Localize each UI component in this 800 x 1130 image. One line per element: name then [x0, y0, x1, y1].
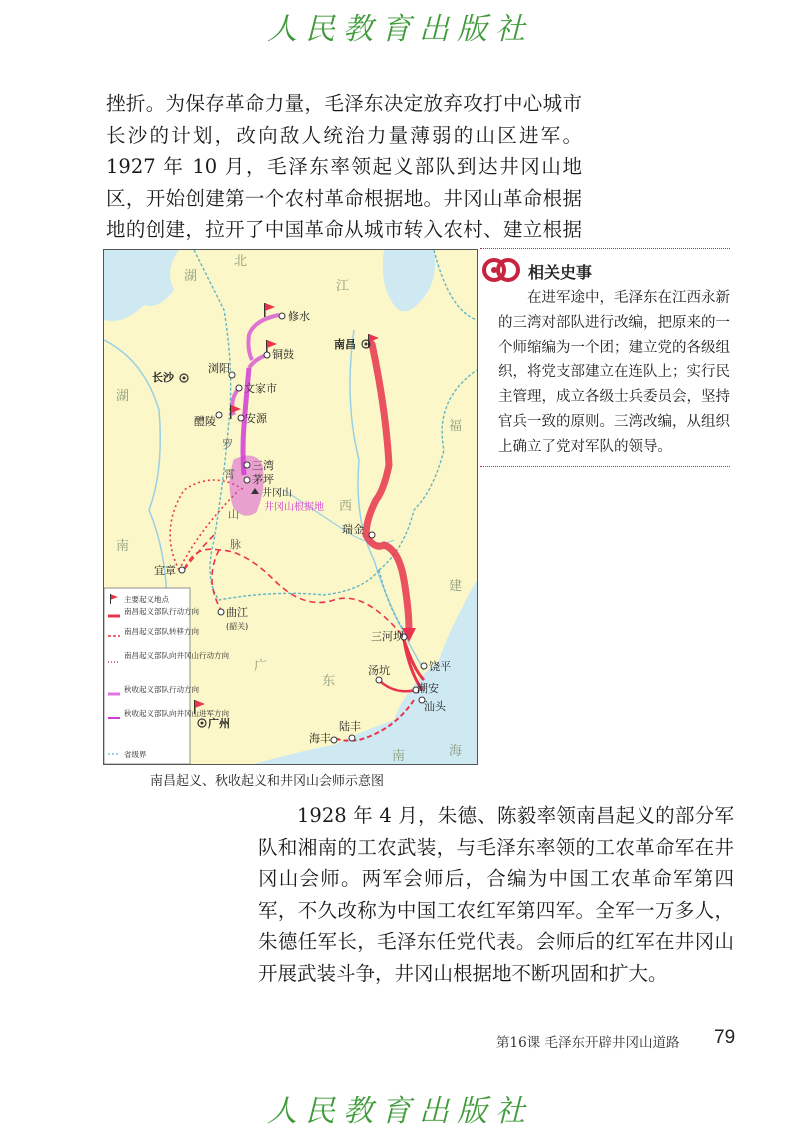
legend-item-nanchang-action: 南昌起义部队行动方向 — [124, 607, 199, 616]
region-xiao: 霄 — [224, 468, 235, 481]
label-liling: 醴陵 — [194, 415, 216, 428]
label-liuyang: 浏阳 — [208, 362, 230, 375]
label-shantou: 汕头 — [424, 700, 446, 713]
publisher-logo-footer: 人民教育出版社 — [267, 1094, 533, 1129]
lesson-title: 第16课 毛泽东开辟井冈山道路 — [496, 1035, 680, 1051]
publisher-logo-header: 人民教育出版社 — [267, 12, 533, 47]
label-xiushui: 修水 — [288, 310, 310, 323]
historical-map — [103, 249, 478, 765]
legend-item-autumn-to-jgs: 秋收起义部队向井冈山进军方向 — [124, 709, 229, 718]
label-haifeng: 海丰 — [309, 732, 331, 745]
region-nan3: 南 — [392, 749, 406, 764]
label-lufeng: 陆丰 — [339, 720, 361, 733]
label-wenjiashi: 文家市 — [244, 382, 277, 395]
related-history-icon — [482, 256, 522, 284]
region-luo: 罗 — [222, 438, 233, 451]
region-bei: 北 — [234, 254, 248, 269]
label-qujiang-note: (韶关) — [226, 622, 249, 631]
map-caption: 南昌起义、秋收起义和井冈山会师示意图 — [150, 774, 385, 789]
label-maoping: 茅坪 — [252, 473, 274, 486]
map-graphic — [104, 250, 477, 764]
label-base: 井冈山根据地 — [264, 502, 324, 513]
label-ruijin: 瑞金 — [342, 523, 364, 536]
legend-item-autumn-action: 秋收起义部队行动方向 — [124, 685, 199, 694]
region-guang: 广 — [254, 659, 268, 674]
label-nanchang: 南昌 — [334, 338, 356, 351]
label-changsha: 长沙 — [152, 371, 174, 384]
legend-item-provincial-border: 省级界 — [124, 750, 147, 759]
region-fu: 福 — [449, 419, 463, 434]
sidebar-title: 相关史事 — [528, 263, 593, 282]
sidebar-body: 在进军途中，毛泽东在江西永新的三湾对部队进行改编，把原来的一个师缩编为一个团；建立党的各级组织，将党支部建立在连队上；实行民主管理，成立各级士兵委员会，坚持官兵一致的原则。三湾改编，从组织上确立了党对军队的领导。 — [498, 290, 730, 455]
region-hu1: 湖 — [184, 269, 198, 284]
label-yizhang: 宜章 — [154, 564, 176, 577]
label-guangzhou: 广州 — [208, 717, 230, 730]
label-tangkeng: 汤坑 — [368, 664, 390, 677]
label-jinggangshan: 井冈山 — [262, 488, 292, 499]
region-dong: 东 — [322, 674, 336, 689]
label-sanwan: 三湾 — [252, 459, 274, 472]
region-shan: 山 — [228, 508, 239, 521]
region-mai: 脉 — [230, 538, 241, 551]
region-hai: 海 — [449, 744, 463, 759]
page-number: 79 — [714, 1027, 736, 1048]
legend-item-uprising-site: 主要起义地点 — [124, 595, 169, 604]
region-jian: 建 — [449, 579, 463, 594]
paragraph-2: 1928 年 4 月，朱德、陈毅率领南昌起义的部分军队和湘南的工农武装，与毛泽东率领的工农革命军在井冈山会师。两军会师后，合编为中国工农革命军第四军，不久改称为中国工农红军第四军。全军一万多人，朱德任军长，毛泽东任党代表。会师后的红军在井冈山开展武装斗争，井冈山根据地不断巩固和扩大。 — [258, 804, 734, 985]
label-qujiang: 曲江 — [226, 606, 248, 619]
label-sanheba: 三河坝 — [371, 630, 404, 643]
paragraph-1: 挫折。为保存革命力量，毛泽东决定放弃攻打中心城市长沙的计划，改向敌人统治力量薄弱的山区进军。1927 年 10 月，毛泽东率领起义部队到达井冈山地区，开始创建第一个农村革命根据地。井冈山革命根据地的创建，拉开了中国革命从城市转入农村、建立根据 — [106, 92, 582, 241]
region-nan1: 南 — [116, 539, 130, 554]
label-tonggu: 铜鼓 — [272, 348, 294, 361]
legend-item-nanchang-to-jgs: 南昌起义部队向井冈山行动方向 — [124, 651, 229, 660]
label-raoping: 饶平 — [429, 660, 451, 673]
related-history-box — [480, 248, 730, 455]
region-hu2: 湖 — [116, 389, 130, 404]
label-anyuan: 安源 — [245, 412, 267, 425]
region-xi: 西 — [339, 499, 353, 514]
legend-item-nanchang-transfer: 南昌起义部队转移方向 — [124, 627, 199, 636]
region-jiang: 江 — [336, 279, 350, 294]
label-chaoan: 潮安 — [417, 682, 439, 695]
